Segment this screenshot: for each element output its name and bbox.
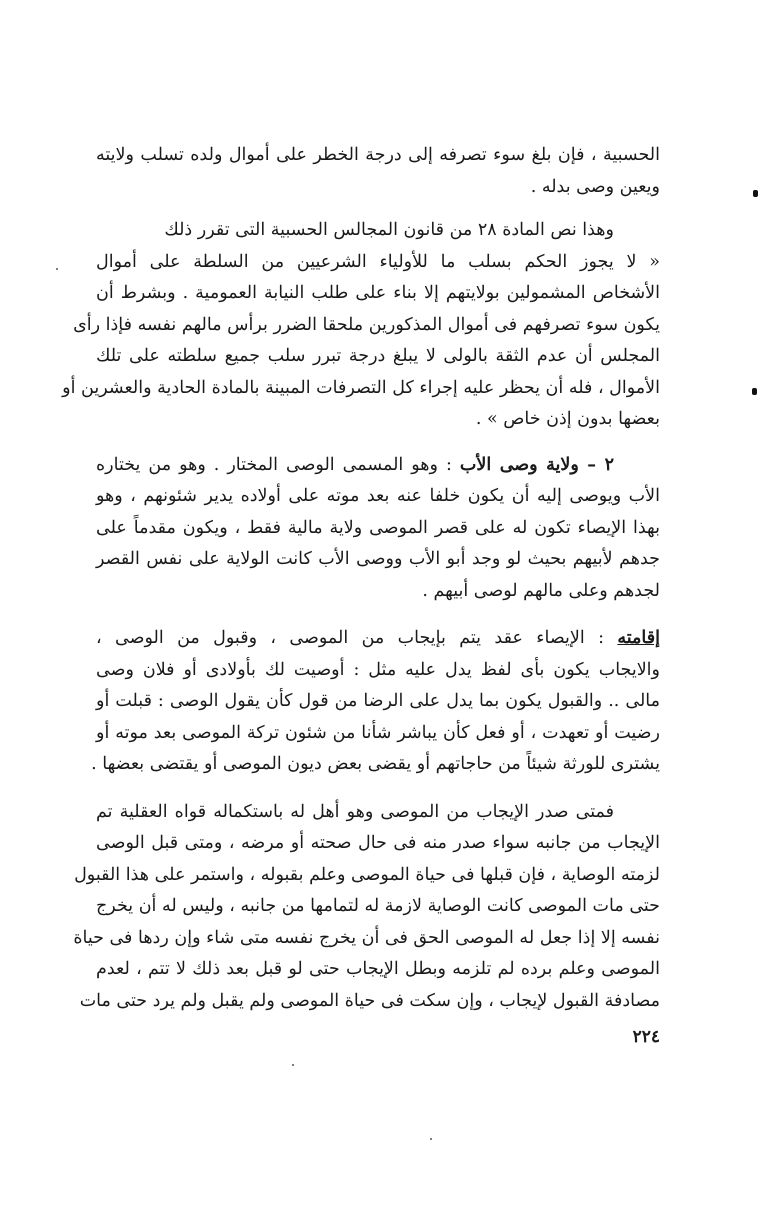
paragraph-4 [91, 623, 660, 781]
text-line: ويعين وصى بدله . [530, 176, 660, 197]
scan-mark [753, 190, 758, 197]
text-line: « لا يجوز الحكم بسلب ما للأولياء الشرعيين من السلطة على أموال [96, 251, 660, 272]
text-line: الإيجاب من جانبه سواء صدر منه فى حال صحته أو مرضه ، ومتى قبل الوصى [96, 833, 660, 853]
text-line: الأب ويوصى إليه أن يكون خلفا عنه بعد موته على أولاده يدير شئونهم ، وهو [96, 486, 660, 506]
text-line: الموصى وعلم برده لم تلزمه وبطل الإيجاب حتى لو قبل بعد ذلك لا تتم ، لعدم [96, 959, 660, 979]
text-line: مصادفة القبول لإيجاب ، وإن سكت فى حياة الموصى ولم يقبل ولم يرد حتى مات [79, 990, 660, 1011]
paragraph-3 [96, 450, 660, 608]
text-line: بهذا الإيصاء تكون له على قصر الموصى ولاية مالية فقط ، ويكون مقدماً على [96, 517, 660, 538]
scan-speck [292, 1064, 294, 1066]
text-line: الأموال ، فله أن يحظر عليه إجراء كل التصرفات المبينة بالمادة الحادية والعشرين أو [62, 377, 660, 398]
text-line: والايجاب يكون بأى لفظ يدل عليه مثل : أوصيت لك بأولادى أو فلان وصى [96, 659, 660, 680]
scan-mark [752, 388, 757, 395]
page-number: ٢٢٤ [632, 1027, 660, 1047]
text-line: وهذا نص المادة ٢٨ من قانون المجالس الحسبية التى تقرر ذلك [164, 220, 614, 240]
document-page [62, 140, 660, 1017]
text-line: رضيت أو تعهدت ، أو فعل كأن يباشر شأنا من شئون تركة الموصى بعد موته أو [96, 722, 660, 743]
text-line: حتى مات الموصى كانت الوصاية لازمة له لتمامها من جانبه ، وليس له أن يخرج [96, 896, 660, 916]
scan-speck [56, 268, 58, 270]
text-line: فمتى صدر الإيجاب من الموصى وهو أهل له باستكماله قواه العقلية تم [96, 801, 614, 822]
text-line: لزمته الوصاية ، فإن قبلها فى حياة الموصى وعلم بقبوله ، واستمر على هذا القبول [74, 864, 660, 885]
section-heading: ٢ – ولاية وصى الأب [459, 454, 614, 475]
text-line: لجدهم وعلى مالهم لوصى أبيهم . [422, 580, 660, 601]
text-line: الحسبية ، فإن بلغ سوء تصرفه إلى درجة الخطر على أموال ولده تسلب ولايته [96, 145, 660, 165]
paragraph-1 [96, 140, 660, 203]
text-line: المجلس أن عدم الثقة بالولى لا يبلغ درجة تبرر سلب جميع سلطته على تلك [96, 346, 660, 366]
text-fragment: : وهو المسمى الوصى المختار . وهو من يختاره [96, 454, 460, 475]
text-line: نفسه إلا إذا جعل له الموصى الحق فى أن يخرج نفسه متى شاء وإن ردها فى حياة [73, 927, 660, 948]
subsection-heading: إقامته [617, 628, 660, 648]
text-line [96, 450, 660, 482]
text-line: بعضها بدون إذن خاص » . [475, 409, 660, 429]
text-line: يشترى للورثة شيئاً من حاجاتهم أو يقضى بعض ديون الموصى أو يقتضى بعضها . [91, 754, 660, 774]
paragraph-5 [73, 797, 660, 1018]
scan-speck [430, 1138, 432, 1140]
text-line [96, 623, 660, 655]
text-fragment: : الإيصاء عقد يتم بإيجاب من الموصى ، وقبول من الوصى ، [96, 628, 618, 648]
text-line: مالى .. والقبول يكون بما يدل على الرضا من قول كأن يقول الوصى : قبلت أو [96, 691, 660, 711]
text-line: يكون سوء تصرفهم فى أموال المذكورين ملحقا الضرر برأس مالهم نفسه فإذا رأى [73, 314, 660, 335]
paragraph-2 [62, 215, 660, 436]
text-line: الأشخاص المشمولين بولايتهم إلا بناء على طلب النيابة العمومية . وبشرط أن [96, 283, 660, 303]
text-line: جدهم لأبيهم بحيث لو وجد أبو الأب ووصى الأب كانت الولاية على نفس القصر [96, 549, 660, 569]
